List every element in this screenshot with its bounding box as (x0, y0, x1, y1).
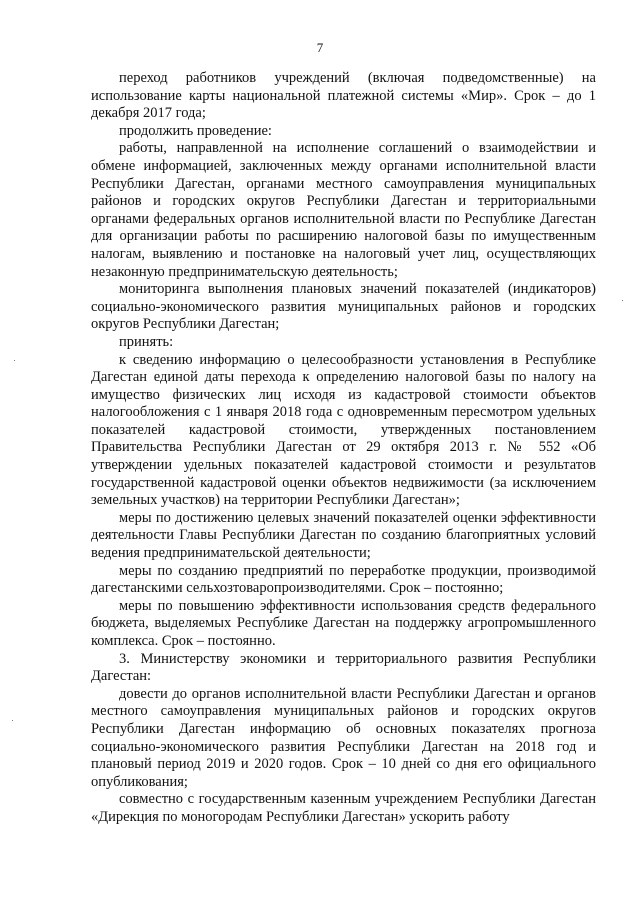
paragraph-5: принять: (119, 333, 174, 350)
page-number: 7 (316, 40, 324, 55)
paragraph-7: меры по достижению целевых значений показателей оценки эффективности деятельности Главы Республики Дагестан по созданию благоприятных условий ведения предпринимательской деятельности; (91, 509, 596, 562)
scan-speck (622, 300, 623, 301)
paragraph-9: меры по повышению эффективности использования средств федерального бюджета, выделяемых Республике Дагестан на поддержку агропромышленного комплекса. Срок – постоянно. (91, 597, 596, 649)
paragraph-4: мониторинга выполнения плановых значений показателей (индикаторов) социально-экономического развития муниципальных районов и городских округов Республики Дагестан; (91, 281, 596, 333)
scan-speck (12, 720, 13, 721)
body-text (91, 70, 596, 827)
paragraph-11: довести до органов исполнительной власти Республики Дагестан и органов местного самоуправления муниципальных районов и городских округов Республики Дагестан информацию об основных показателях прогноза социально-экономического развития Республики Дагестан на 2018 год и плановый период 2019 и 2020 годов. Срок – 10 дней со дня его официального опубликования; (91, 685, 596, 790)
paragraph-6: к сведению информацию о целесообразности установления в Республике Дагестан единой даты перехода к определению налоговой базы по налогу на имущество физических лиц исходя из кадастровой стоимости объектов налогообложения с 1 января 2018 года с одновременным пересмотром удельных показателей кадастровой стоимости, утвержденных постановлением Правительства Республики Дагестан от 29 октября 2013 г. № 552 «Об утверждении удельных показателей кадастровой стоимости и результатов государственной кадастровой оценки объектов недвижимости (за исключением земельных участков) на территории Республики Дагестан»; (91, 351, 596, 509)
paragraph-1: переход работников учреждений (включая подведомственные) на использование карты национальной платежной системы «Мир». Срок – до 1 декабря 2017 года; (91, 70, 596, 122)
paragraph-3: работы, направленной на исполнение соглашений о взаимодействии и обмене информацией, заключенных между органами исполнительной власти Республики Дагестан, органами местного самоуправления муниципальных районов и городских округов Республики Дагестан и территориальными органами федеральных органов исполнительной власти по Республике Дагестан для организации работы по расширению налоговой базы по имущественным налогам, выявлению и постановке на налоговый учет лиц, осуществляющих незаконную предпринимательскую деятельность; (91, 140, 596, 280)
paragraph-10: 3. Министерству экономики и территориального развития Республики Дагестан: (91, 650, 596, 685)
paragraph-12: совместно с государственным казенным учреждением Республики Дагестан «Дирекция по моногородам Республики Дагестан» ускорить работу (91, 791, 596, 825)
scan-speck (14, 360, 15, 361)
paragraph-2: продолжить проведение: (119, 122, 272, 139)
paragraph-8: меры по созданию предприятий по переработке продукции, производимой дагестанскими сельхозтоваропроизводителями. Срок – постоянно; (91, 562, 596, 597)
